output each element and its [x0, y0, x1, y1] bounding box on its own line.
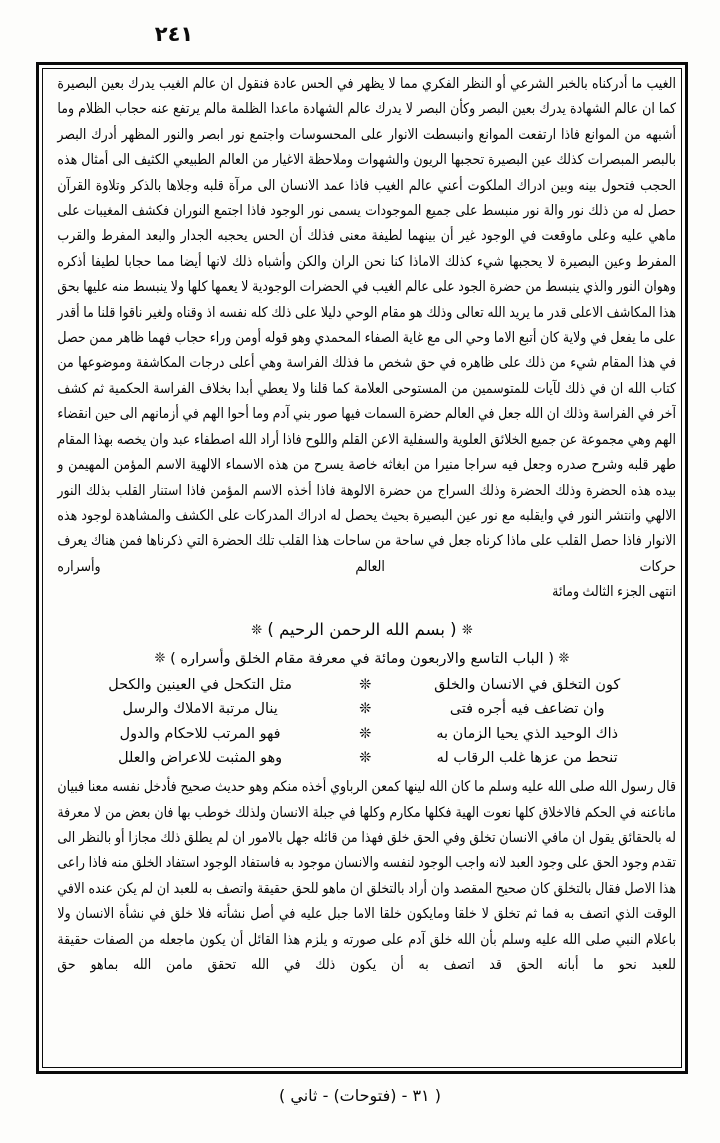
body-paragraph-1-block [57, 72, 676, 606]
footer-signature: ( ٣١ - (فتوحات) - ثاني ) [279, 1086, 441, 1105]
poem-body [48, 673, 676, 771]
verse-separator-icon: ❊ [359, 725, 372, 742]
folio-number: ٢٤١ [154, 22, 194, 46]
verse-row [48, 746, 676, 770]
body-paragraph-2-block [57, 775, 676, 978]
verse-row [48, 697, 676, 721]
ornament-star-icon: ❊ [461, 622, 473, 638]
verse-separator-icon: ❊ [359, 701, 372, 718]
poem-table [48, 673, 676, 771]
verse-hemistich-first: وان تضاعف فيه أجره فتى [449, 701, 605, 718]
chapter-title-text: ( الباب التاسع والاربعون ومائة في معرفة مقام الخلق وأسراره ) [170, 649, 554, 667]
verse-hemistich-first: ذاك الوحيد الذي يحيا الزمان به [436, 725, 619, 742]
chapter-heading [48, 647, 676, 671]
verse-separator-icon: ❊ [359, 676, 372, 693]
part-end-note: انتهى الجزء الثالث ومائة [552, 584, 676, 601]
verse-hemistich-first: كون التخلق في الانسان والخلق [434, 676, 621, 693]
ornament-star-icon: ❊ [251, 622, 263, 638]
verse-hemistich-first: تنحط من عزها غلب الرقاب له [436, 749, 618, 766]
text-frame [36, 62, 688, 1074]
text-frame-inner [48, 72, 676, 1065]
verse-hemistich-second: مثل التكحل في العينين والكحل [108, 676, 292, 693]
verse-separator-icon: ❊ [359, 749, 372, 766]
verse-hemistich-second: وهو المثبت للاعراض والعلل [118, 749, 283, 766]
verse-row [48, 673, 676, 697]
ornament-star-icon: ❊ [154, 650, 166, 666]
verse-hemistich-second: فهو المرتب للاحكام والدول [119, 725, 281, 742]
ornament-star-icon: ❊ [558, 650, 570, 666]
body-paragraph-1: الغيب ما أدركناه بالخبر الشرعي أو النظر الفكري مما لا يظهر في الحس عادة فنقول ان عالم الغيب يدرك بعين البصيرة كما ان عالم الشهادة يدرك بعين البصر وكأن البصر لا يدرك عالم الشهادة ماعدا الظلمة مالم يرتفع عنه حجاب الظلام وما أشبهه من الموانع فاذا ارتفعت الموانع وانبسطت الانوار على المحسوسات واجتمع نور ابصر والنور المظهر أدرك البصر بالبصر المبصرات كذلك عين البصيرة تحجبها الريون والشهوات وملاحظة الاغيار من العالم الطبيعي الكثيف الى أمثال هذه الحجب فتحول بينه وبين ادراك الملكوت أعني عالم الغيب فاذا عمد الانسان الى مرآة قلبه وجلاها بالذكر وتلاوة القرآن حصل له من ذلك نور والة نور منبسط على جميع الموجودات يسمى نور الوجود فاذا اجتمع النوران فكشف المغيبات على ماهي عليه وعلى ماوقعت في الوجود غير أن بينهما لطيفة معنى فذلك أن الحس يحجبه الجدار والبعد المفرط والقرب المفرط وعين البصيرة لا يحجبها شيء كذلك الاماذا كنا نحن الران والكن وأشباه ذلك لانها أيضا مما حجابا لطيفا أذكره وهوان النور والذي ينبسط من حضرة الجود على عالم الغيب في الحضرات الوجودية لا يعمها كلها ولا ينبسط منه عليها بحق هذا المكاشف الاعلى قدر ما يريد الله تعالى وذلك هو مقام الوحي دليلا على ذلك كله نفسه اذ وقناه ولغير ناقوا قلنا ما أقدر على ما يفعل في ولاية كان أتبع الاما وحي الى مع غاية الصفاء المحمدي وهو قوله أومن وراء حجاب فهما ظاهر ممن حصل في هذا المقام شيء من ذلك على ظاهره في حق شخص ما فذلك الفراسة وهي أعلى درجات المكاشفة وموضوعها من كتاب الله ان في ذلك لآيات للمتوسمين من المستوحى العلامة كما قلنا ولا يعطي أبدا بخلاف الفراسة الحكمية ثم كشف آخر في الفراسة وذلك ان الله جعل في العالم حضرة السمات فيها صور بني آدم وما أحوا الهم في أزمانهم الى حين انقضاء الهم وهي مجموعة عن جميع الخلائق العلوية والسفلية الاعن القلم واللوح فاذا أراد الله اصطفاء عبد وان يخصه بهذا المقام طهر قلبه وشرح صدره وجعل فيه سراجا منيرا من ابغاثه خاصة يسرح من هذه الاسماء الالهية الاسم المؤمن المهيمن و بيده هذه الحضرة وذلك الحضرة وذلك السراج من حضرة الالوهة فاذا أخذه الاسم المؤمن فاذا استنار القلب بذلك النور الالهي وانتشر النور في وايقلبه مع نور عين البصيرة بحيث يحصل له ادراك المدركات على الكشف والمشاهدة لوجود هذه الانوار فاذا حصل القلب على ماذا كرناه جعل في ساحة من ساحات هذا القلب تلك الحضرة التي ذكرناها فمن هناك يعرف حركات العالم وأسراره [57, 76, 676, 575]
basmala-line [48, 615, 676, 646]
basmala-text: ( بسم الله الرحمن الرحيم ) [267, 619, 457, 639]
verse-hemistich-second: ينال مرتبة الاملاك والرسل [122, 701, 278, 718]
verse-row [48, 721, 676, 745]
body-paragraph-2: قال رسول الله صلى الله عليه وسلم ما كان الله لينها كمعن الرباوي أخذه منكم وهو حديث صحيح فأدخل نفسه معنا فبيان ماناعنه في الحكم فالاخلاق كلها نعوت الهية فكلها مكارم وكلها في جبلة الانسان ولذلك خوطب بها فان بعض من لا معرفة له بالحقائق يقول ان مافي الانسان تخلق وفي الحق خلق فهذا من قائله جهل بالامور ان لم يطلق ذلك مجازا أو بالنظر الى تقدم وجود الحق على وجود العبد لانه واجب الوجود لنفسه والانسان موجود به فاستفاد الوجود استفاد الخلق منه فاذا راعى هذا الاصل فقال بالتخلق كان صحيح المقصد وان أراد بالتخلق ان ماهو للحق حقيقة واتصف به للعبد ان لم يكن عنده الافي الوقت الذي اتصف به فما ثم تخلق لا خلقا ومايكون خلقا الاما جبل عليه في أصل نشأته فلا خلق في نشأة الانسان ولا باعلام النبي صلى الله عليه وسلم بأن الله خلق آدم على صورته و يلزم هذا القائل أن يكون ماجعله من الصفات حقيقة للعبد نحو ما أبانه الحق قد اتصف به أن يكون ذلك في الله تحقق مامن الله بماهو حق [57, 779, 676, 973]
